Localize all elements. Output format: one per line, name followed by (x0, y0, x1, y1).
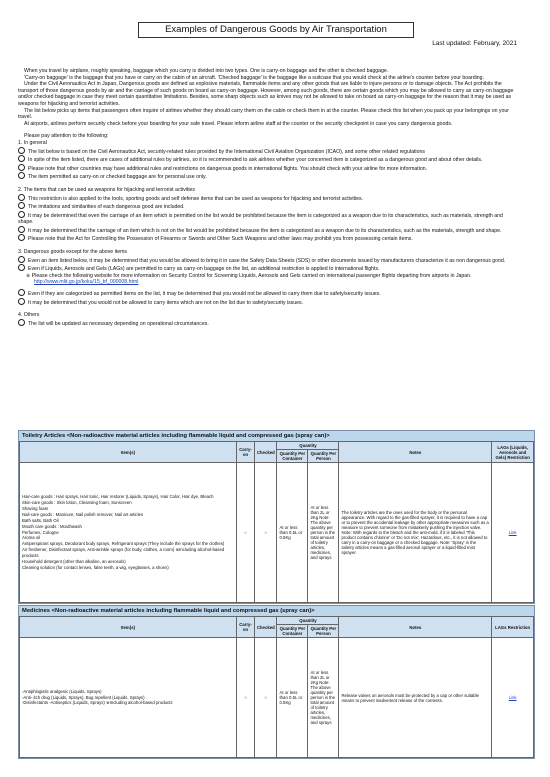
col-per-person: Quantity Per Person (308, 625, 339, 638)
lags-link[interactable]: Link (492, 638, 534, 758)
circle-bullet-icon (18, 155, 25, 162)
circle-bullet-icon (18, 298, 25, 305)
circle-bullet-icon (18, 264, 25, 271)
circle-bullet-icon (18, 172, 25, 179)
circle-bullet-icon (18, 256, 25, 263)
section-item: Please note that the Act for Controlling the Possession of Firearms or Swords and Other Such Weapons and other laws may prohibit you from possessing certain items. (18, 234, 518, 243)
intro-paragraph: When you travel by airplane, roughly speaking, baggage which you carry is divided into two types. One is carry-on baggage and the other is checked baggage. (24, 68, 389, 74)
mlit-website-link[interactable]: http://www.mlit.go.jp/koku/15_bf_000008.html (34, 279, 139, 286)
circle-bullet-icon (18, 202, 25, 209)
section-item: It may be determined that you would not be allowed to carry items which are not on the list due to safety/security issues. (18, 298, 518, 307)
quantity-per-container: At or less than 0.5L or 0.5Kg (277, 638, 308, 758)
col-checked: Checked (255, 442, 277, 463)
circle-bullet-icon (18, 234, 25, 241)
carry-on-allowed: ○ (236, 463, 254, 603)
medicines-table-title: Medicines <Non-radioactive material articles including flammable liquid and compressed gas (spray can)> (19, 606, 534, 616)
section-item: The list will be updated as necessary depending on operational circumstances. (18, 319, 518, 328)
document-body (18, 68, 518, 327)
section-item: The imitations and similarities of each dangerous good are included. (18, 202, 518, 211)
section-item: In spite of the item listed, there are cases of additional rules by airlines, so it is recommended to ask airlines whether your concerned item is categorized as a dangerous good and about other details. (18, 155, 518, 164)
section-item: The list below is based on the Civil Aeronautics Act, security-related rules provided by the International Civil Aviation Organization (ICAO), and some other related regulations (18, 147, 518, 156)
table-row (20, 463, 534, 603)
col-per-container: Quantity Per Container (277, 625, 308, 638)
section-2-title: 2. The items that can be used as weapons for hijacking and terrorist activities (18, 186, 195, 193)
circle-bullet-icon (18, 289, 25, 296)
col-checked: Checked (255, 617, 277, 638)
section-item: Even an item listed below, it may be determined that you would be allowed to bring it in case the Safety Data Sheets (SDS) or other documents issued by manufacturers characterize it as non dangerous good. (18, 256, 518, 265)
last-updated: Last updated: February, 2021 (432, 40, 517, 47)
section-item: Even if Liquids, Aerosols and Gels (LAGs) are permitted to carry as carry-on baggage on the list, an additional restriction is applied to international flights. (18, 264, 518, 273)
intro-paragraph: The list below picks up items that passengers often inquire of airlines whether they should carry them on the cabin or check them in at the counter. Please check this list when you pack up your belongings on your travel. (18, 107, 510, 121)
section-item: This restriction is also applied to the tools, sporting goods and self defense items that can be used as weapons for hijacking and terrorist activities. (18, 194, 518, 203)
section-note: ※ Please check the following website for more information on Security Control for Screening Liquids, Aerosols and Gels carried on international passenger flights departing from airports in Japan. (26, 272, 472, 279)
toiletry-table-title: Toiletry Articles <Non-radioactive material articles including flammable liquid and compressed gas (spray can)> (19, 431, 534, 441)
attention-heading: Please pay attention to the following: (24, 133, 109, 140)
carry-on-allowed: ○ (236, 638, 254, 758)
col-per-person: Quantity Per Person (308, 450, 339, 463)
intro-paragraph: At airports, airlines perform security check before your boarding for your safe travel. Please inform airline staff at the counter or the security checkpoint in case you carry dangerous goods. (24, 120, 453, 127)
table-row (20, 638, 534, 758)
circle-bullet-icon (18, 226, 25, 233)
quantity-per-person: At or less than 2L or 2Kg Note: The above quantity per person is the total amount of toiletry articles, medicines, and sprays (308, 638, 339, 758)
section-item: The item permitted as carry-on or checked baggage are for personal use only. (18, 172, 518, 181)
toiletry-table (18, 430, 535, 604)
col-per-container: Quantity Per Container (277, 450, 308, 463)
section-item: Please note that other countries may have additional rules and restrictions on dangerous goods in international flights. You should check with your airline for more information. (18, 164, 518, 173)
quantity-per-container: At or less than 0.5L or 0.5Kg (277, 463, 308, 603)
notes-cell: Release valves on aerosols must be protected by a cap or other suitable means to prevent inadvertent release of the contents. (339, 638, 492, 758)
col-carry-on: Carry-on (236, 617, 254, 638)
checked-allowed: ○ (255, 463, 277, 603)
toiletry-items-cell: Hair-care goods : Hair sprays, Hair tonic, Hair restorer (Liquids, Sprays), Hair Color, Hair dye, Bleach Skin-care goods : Skin lotion, Cleansing foam, Sunscreen Shaving foam Nail-care goods : Manicure, Nail polish remover, Nail art articles Bath salts, Bath Oil Mouth care goods : Mouthwash Perfumes, Cologne Aroma oil Antiperspirant sprays, Deodorant body sprays, Refrigerant sprays (They include the sprays for the clothes) Air freshener, Disinfectant sprays, Anti-wrinkle sprays (for body, clothes, a room) ※Including alcohol-based products Household detergent (other than alkaline, an aerosols) Cleaning solution (for contact lenses, false teeth, a wig, eyeglasses, a shoes) (20, 463, 237, 603)
col-item: Item(s) (20, 617, 237, 638)
notes-cell: The toiletry articles are the ones used for the body or the personal appearance. With regard to the gas-filled sprayer, it is required to have a cap or to prevent the accidental leakage by other appropriate measures such as a measure to prevent someone from mistakenly pushing the injection valve. Note: With regards to the bleach and the anti-mold, if it is labeled 'This product contains chlorine' or 'Do not mix', Hazardous, etc., it is not allowed to carry in a carry-on baggage or a checked baggage. Note: 'Spray' in the toiletry articles means a gas-filled aerosol sprayer or a liquid-filled mist sprayer. (339, 463, 492, 603)
col-lags: LAGs (Liquids, Aerosols and Gels) Restriction (492, 442, 534, 463)
section-item: It may be determined that even the carriage of an item which is permitted on the list would be prohibited because the item is categorized as a weapon due to its characteristics, such as materials, strength and shape. (18, 212, 503, 226)
circle-bullet-icon (18, 164, 25, 171)
intro-paragraph: Under the Civil Aeronautics Act in Japan, Dangerous goods are defined as explosive materials, flammable items and any other goods that are liable to injure persons or to damage objects. The Act prohibits the transport of those dangerous goods by air and the carriage of such goods on board as carry-on baggage. However, among such goods, there are certain goods which you may be allowed to carry as carry-on baggage and/or checked baggage in case they meet certain quantitative limitations. Besides, some sharp objects such as knives may not be allowed to take on board as carry-on baggage for the reason that it may be used as weapons for hijacking and terrorist activities. (18, 81, 514, 107)
lags-link[interactable]: Link (492, 463, 534, 603)
page-title: Examples of Dangerous Goods by Air Transportation (138, 22, 414, 38)
medicines-table (18, 605, 535, 759)
circle-bullet-icon (18, 147, 25, 154)
section-item: Even if they are categorized as permitted items on the list, it may be determined that you would not be allowed to carry them due to safety/security issues. (18, 289, 518, 298)
intro-paragraph: 'Carry-on baggage' is the baggage that you have or carry on the cabin of an aircraft. 'Checked baggage' is the baggage like a suitcase that you would check at the airline's counter before your boarding. (24, 74, 485, 81)
section-item: It may be determined that the carriage of an item which is not on the list would be prohibited because the item is categorized as a weapon due to its characteristics, such as the materials, strength and shape. (18, 226, 518, 235)
col-lags: LAGs Restriction (492, 617, 534, 638)
col-notes: Notes (339, 442, 492, 463)
col-carry-on: Carry-on (236, 442, 254, 463)
col-quantity: Quantity (277, 617, 339, 625)
section-4-title: 4. Others (18, 312, 40, 319)
col-item: Item(s) (20, 442, 237, 463)
circle-bullet-icon (18, 194, 25, 201)
circle-bullet-icon (18, 319, 25, 326)
checked-allowed: ○ (255, 638, 277, 758)
col-quantity: Quantity (277, 442, 339, 450)
circle-bullet-icon (18, 211, 25, 218)
col-notes: Notes (339, 617, 492, 638)
section-3-title: 3. Dangerous goods except for the above items (18, 249, 128, 256)
quantity-per-person: At or less than 2L or 2Kg Note: The above quantity per person is the total amount of toiletry articles, medicines, and sprays (308, 463, 339, 603)
section-1-title: 1. In general (18, 139, 47, 146)
medicines-items-cell: -Antiphlogistic analgesic (Liquids, Sprays) -Anti- itch drug (Liquids, Sprays), Bug repellent (Liquids, Sprays) -Disinfectants -Antiseptics (Liquids, Sprays) ※Including alcohol-based products (20, 638, 237, 758)
